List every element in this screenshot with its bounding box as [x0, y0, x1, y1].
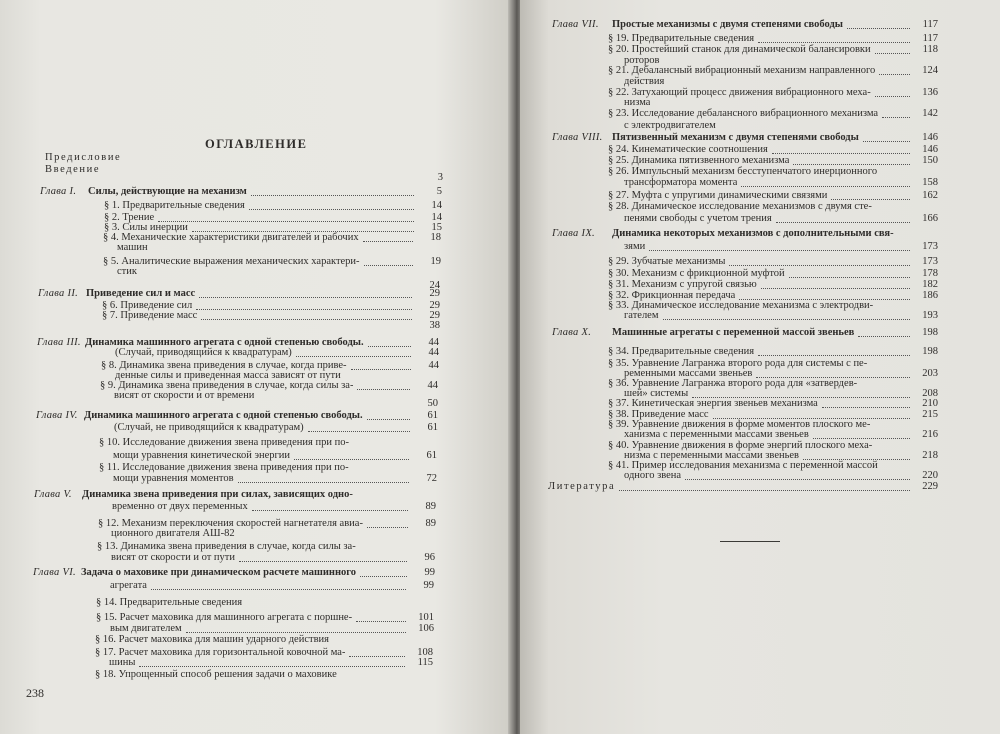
- toc-entry: [520, 256, 1000, 268]
- entry-text: § 35. Уравнение Лагранжа второго рода для системы с пе-: [608, 358, 868, 369]
- entry-text: зями: [624, 241, 646, 252]
- toc-entry: [0, 657, 512, 669]
- entry-text: гателем: [624, 310, 659, 321]
- entry-text: агрегата: [110, 580, 147, 591]
- chapter-title: Приведение сил и масс: [86, 288, 196, 299]
- entry-page-number: 61: [427, 422, 438, 433]
- leader-dots: [151, 578, 406, 590]
- entry-page-number: 38: [429, 320, 440, 331]
- toc-entry: [520, 213, 1000, 225]
- entry-page-number: 146: [922, 132, 938, 143]
- leader-dots: [882, 106, 910, 118]
- leader-dots: [186, 621, 406, 633]
- toc-entry: [0, 172, 512, 184]
- entry-text: § 23. Исследование дебалансного вибрационного механизма: [608, 108, 879, 119]
- entry-page-number: 5: [436, 186, 442, 197]
- leader-dots: [649, 239, 910, 251]
- entry-page-number: 99: [423, 580, 434, 591]
- leader-dots: [803, 448, 910, 460]
- toc-entry: [520, 19, 1000, 31]
- entry-page-number: 117: [922, 33, 938, 44]
- leader-dots: [758, 344, 910, 356]
- chapter-label: Глава II.: [38, 288, 79, 299]
- entry-page-number: 142: [922, 108, 938, 119]
- toc-entry: [520, 241, 1000, 253]
- entry-text: одного звена: [624, 470, 682, 481]
- entry-page-number: 118: [922, 44, 938, 55]
- leader-dots: [363, 230, 413, 242]
- entry-text: шины: [109, 657, 136, 668]
- chapter-title: Простые механизмы с двумя степенями свободы: [612, 19, 843, 30]
- chapter-title: Силы, действующие на механизм: [88, 186, 247, 197]
- entry-page-number: 210: [922, 398, 938, 409]
- entry-page-number: 173: [922, 241, 938, 252]
- leader-dots: [813, 427, 910, 439]
- toc-entry: [0, 186, 512, 198]
- leader-dots: [249, 198, 414, 210]
- entry-text: машин: [117, 242, 148, 253]
- entry-text: § 24. Кинематические соотношения: [608, 144, 768, 155]
- entry-text: § 25. Динамика пятизвенного механизма: [608, 155, 790, 166]
- leader-dots: [351, 358, 411, 370]
- entry-text: § 29. Зубчатые механизмы: [608, 256, 726, 267]
- leader-dots: [308, 420, 410, 432]
- entry-page-number: 193: [922, 310, 938, 321]
- entry-page-number: 96: [424, 552, 435, 563]
- entry-text: § 9. Динамика звена приведения в случае, когда силы за-: [100, 380, 354, 391]
- entry-page-number: 158: [922, 177, 938, 188]
- toc-entry: [520, 327, 1000, 339]
- entry-page-number: 124: [922, 65, 938, 76]
- entry-text: § 1. Предварительные сведения: [104, 200, 245, 211]
- toc-entry: [0, 266, 512, 278]
- leader-dots: [858, 325, 910, 337]
- entry-text: Введение: [45, 164, 101, 175]
- leader-dots: [756, 366, 910, 378]
- toc-title: ОГЛАВЛЕНИЕ: [205, 137, 308, 151]
- toc-entry: [0, 597, 512, 609]
- entry-text: ционного двигателя АШ-82: [111, 528, 235, 539]
- toc-entry: [520, 177, 1000, 189]
- entry-page-number: 19: [430, 256, 441, 267]
- entry-page-number: 89: [425, 501, 436, 512]
- chapter-title: Пятизвенный механизм с двумя степенями свободы: [612, 132, 859, 143]
- entry-page-number: 106: [418, 623, 434, 634]
- entry-text: § 39. Уравнение движения в форме моментов плоского ме-: [608, 419, 871, 430]
- entry-text: § 30. Механизм с фрикционной муфтой: [608, 268, 785, 279]
- page-number: 238: [26, 686, 44, 700]
- entry-page-number: 15: [431, 222, 442, 233]
- entry-text: действия: [624, 76, 665, 87]
- entry-text: § 33. Динамическое исследование механизма с электродви-: [608, 300, 874, 311]
- chapter-label: Глава I.: [40, 186, 77, 197]
- entry-text: низма: [624, 97, 651, 108]
- entry-text: § 15. Расчет маховика для машинного агрегата с поршне-: [96, 612, 353, 623]
- chapter-label: Глава VIII.: [552, 132, 603, 143]
- entry-page-number: 44: [428, 337, 439, 348]
- entry-text: § 21. Дебалансный вибрационный механизм направленного: [608, 65, 876, 76]
- chapter-title: Динамика машинного агрегата с одной степенью свободы.: [84, 410, 363, 421]
- entry-page-number: 203: [922, 368, 938, 379]
- entry-page-number: 215: [922, 409, 938, 420]
- entry-text: § 20. Простейший станок для динамической балансировки: [608, 44, 871, 55]
- entry-page-number: 162: [922, 190, 938, 201]
- entry-page-number: 101: [418, 612, 434, 623]
- toc-entry: [520, 481, 1000, 493]
- leader-dots: [879, 63, 910, 75]
- entry-page-number: 61: [427, 410, 438, 421]
- entry-page-number: 24: [429, 280, 440, 291]
- leader-dots: [238, 471, 409, 483]
- entry-page-number: 44: [427, 380, 438, 391]
- entry-text: вым двигателем: [110, 623, 182, 634]
- entry-text: § 2. Трение: [104, 212, 155, 223]
- leader-dots: [663, 308, 910, 320]
- entry-page-number: 14: [431, 212, 442, 223]
- leader-dots: [863, 130, 910, 142]
- entry-text: § 11. Исследование движения звена приведения при по-: [99, 462, 349, 473]
- chapter-title: Динамика некоторых механизмов с дополнительными свя-: [612, 228, 894, 239]
- entry-text: мощи уравнения кинетической энергии: [113, 450, 291, 461]
- entry-page-number: 99: [424, 567, 435, 578]
- chapter-label: Глава V.: [34, 489, 72, 500]
- entry-page-number: 216: [922, 429, 938, 440]
- toc-entry: [520, 346, 1000, 358]
- entry-text: § 31. Механизм с упругой связью: [608, 279, 757, 290]
- toc-entry: [0, 242, 512, 254]
- chapter-label: Глава IX.: [552, 228, 595, 239]
- toc-entry: [0, 580, 512, 592]
- entry-page-number: 178: [922, 268, 938, 279]
- leader-dots: [713, 407, 910, 419]
- entry-text: Предисловие: [45, 152, 122, 163]
- entry-text: § 32. Фрикционная передача: [608, 290, 736, 301]
- chapter-label: Глава VI.: [33, 567, 76, 578]
- leader-dots: [252, 499, 408, 511]
- entry-page-number: 108: [417, 647, 433, 658]
- leader-dots: [199, 286, 412, 298]
- leader-dots: [139, 655, 405, 667]
- chapter-label: Глава IV.: [36, 410, 78, 421]
- right-page: [520, 0, 1000, 734]
- leader-dots: [364, 254, 413, 266]
- entry-page-number: 3: [437, 172, 443, 183]
- entry-text: Литература: [548, 481, 616, 492]
- entry-text: трансформатора момента: [624, 177, 738, 188]
- end-rule: [720, 541, 780, 542]
- entry-text: ременными массами звеньев: [624, 368, 753, 379]
- entry-text: § 10. Исследование движения звена приведения при по-: [99, 437, 349, 448]
- entry-text: пенями свободы с учетом трения: [624, 213, 772, 224]
- leader-dots: [875, 85, 910, 97]
- entry-page-number: 50: [427, 398, 438, 409]
- entry-text: § 14. Предварительные сведения: [96, 597, 243, 608]
- chapter-title: Машинные агрегаты с переменной массой звеньев: [612, 327, 855, 338]
- entry-text: § 26. Импульсный механизм бесступенчатого инерционного: [608, 166, 878, 177]
- leader-dots: [739, 288, 910, 300]
- entry-page-number: 117: [922, 19, 938, 30]
- entry-page-number: 89: [425, 518, 436, 529]
- chapter-label: Глава VII.: [552, 19, 599, 30]
- entry-page-number: 44: [428, 347, 439, 358]
- entry-page-number: 173: [922, 256, 938, 267]
- entry-text: висят от скорости и от пути: [111, 552, 235, 563]
- entry-text: низма с переменными массами звеньев: [624, 450, 800, 461]
- entry-text: § 22. Затухающий процесс движения вибрационного меха-: [608, 87, 871, 98]
- entry-text: § 37. Кинетическая энергия звеньев механизма: [608, 398, 818, 409]
- leader-dots: [729, 254, 910, 266]
- entry-page-number: 198: [922, 327, 938, 338]
- entry-text: § 18. Упрощенный способ решения задачи о маховике: [95, 669, 337, 680]
- entry-text: (Случай, приводящийся к квадратурам): [115, 347, 292, 358]
- toc-entry: [0, 410, 512, 422]
- leader-dots: [367, 408, 410, 420]
- entry-text: § 27. Муфта с упругими динамическими связями: [608, 190, 828, 201]
- entry-text: § 6. Приведение сил: [102, 300, 193, 311]
- entry-text: ханизма с переменными массами звеньев: [624, 429, 809, 440]
- entry-page-number: 220: [922, 470, 938, 481]
- entry-page-number: 115: [417, 657, 433, 668]
- entry-text: § 34. Предварительные сведения: [608, 346, 755, 357]
- entry-text: § 40. Уравнение движения в форме энергий плоского меха-: [608, 440, 873, 451]
- toc-entry: [0, 437, 512, 449]
- entry-text: § 16. Расчет маховика для машин ударного действия: [95, 634, 329, 645]
- leader-dots: [201, 308, 412, 320]
- toc-entry: [0, 552, 512, 564]
- entry-text: § 36. Уравнение Лагранжа второго рода для «затвердев-: [608, 378, 858, 389]
- entry-page-number: 166: [922, 213, 938, 224]
- chapter-title: Задача о маховике при динамическом расчете машинного: [81, 567, 357, 578]
- entry-page-number: 29: [429, 288, 440, 299]
- entry-page-number: 182: [922, 279, 938, 290]
- leader-dots: [251, 184, 414, 196]
- entry-text: § 38. Приведение масс: [608, 409, 709, 420]
- entry-text: § 3. Силы инерции: [104, 222, 188, 233]
- leader-dots: [831, 188, 910, 200]
- entry-page-number: 198: [922, 346, 938, 357]
- toc-entry: [0, 398, 512, 410]
- entry-text: § 19. Предварительные сведения: [608, 33, 755, 44]
- entry-text: роторов: [624, 55, 660, 66]
- leader-dots: [776, 211, 910, 223]
- entry-text: висят от скорости и от времени: [114, 390, 255, 401]
- toc-entry: [0, 320, 512, 332]
- toc-entry: [0, 473, 512, 485]
- entry-text: денные силы и приведенная масса зависят от пути: [115, 370, 341, 381]
- leader-dots: [296, 345, 411, 357]
- entry-text: мощи уравнения моментов: [113, 473, 234, 484]
- leader-dots: [793, 153, 910, 165]
- chapter-title: Динамика машинного агрегата с одной степенью свободы.: [85, 337, 364, 348]
- entry-page-number: 208: [922, 388, 938, 399]
- entry-text: § 41. Пример исследования механизма с переменной массой: [608, 460, 878, 471]
- entry-text: § 4. Механические характеристики двигателей и рабочих: [103, 232, 359, 243]
- leader-dots: [357, 378, 410, 390]
- entry-page-number: 146: [922, 144, 938, 155]
- toc-entry: [0, 450, 512, 462]
- leader-dots: [367, 516, 408, 528]
- entry-page-number: 218: [922, 450, 938, 461]
- entry-page-number: 150: [922, 155, 938, 166]
- entry-page-number: 186: [922, 290, 938, 301]
- entry-text: § 17. Расчет маховика для горизонтальной ковочной ма-: [95, 647, 346, 658]
- entry-text: § 28. Динамическое исследование механизмов с двумя сте-: [608, 201, 872, 212]
- entry-text: (Случай, не приводящийся к квадратурам): [114, 422, 304, 433]
- entry-page-number: 29: [429, 300, 440, 311]
- toc-entry: [520, 120, 1000, 132]
- toc-entry: [0, 528, 512, 540]
- toc-entry: [0, 152, 512, 164]
- entry-page-number: 72: [426, 473, 437, 484]
- entry-page-number: 61: [426, 450, 437, 461]
- entry-page-number: 136: [922, 87, 938, 98]
- leader-dots: [741, 175, 910, 187]
- entry-text: § 7. Приведение масс: [102, 310, 198, 321]
- entry-page-number: 29: [429, 310, 440, 321]
- chapter-title: Динамика звена приведения при силах, зависящих одно-: [82, 489, 353, 500]
- entry-text: стик: [117, 266, 137, 277]
- leader-dots: [875, 42, 910, 54]
- toc-entry: [520, 201, 1000, 213]
- entry-page-number: 18: [430, 232, 441, 243]
- entry-page-number: 44: [428, 360, 439, 371]
- toc-entry: [0, 422, 512, 434]
- toc-entry: [0, 501, 512, 513]
- toc-entry: [520, 108, 1000, 120]
- entry-text: временно от двух переменных: [112, 501, 248, 512]
- chapter-label: Глава X.: [552, 327, 592, 338]
- toc-entry: [0, 347, 512, 359]
- entry-page-number: 229: [922, 481, 938, 492]
- chapter-label: Глава III.: [37, 337, 81, 348]
- toc-entry: [0, 634, 512, 646]
- leader-dots: [360, 565, 407, 577]
- entry-text: § 13. Динамика звена приведения в случае, когда силы за-: [97, 541, 356, 552]
- entry-text: § 5. Аналитические выражения механических характери-: [103, 256, 360, 267]
- entry-text: шей» системы: [624, 388, 689, 399]
- toc-entry: [520, 310, 1000, 322]
- entry-page-number: 14: [431, 200, 442, 211]
- toc-entry: [0, 669, 512, 681]
- entry-text: § 8. Динамика звена приведения в случае, когда приве-: [101, 360, 347, 371]
- entry-text: § 12. Механизм переключения скоростей нагнетателя авиа-: [98, 518, 363, 529]
- leader-dots: [294, 448, 409, 460]
- leader-dots: [239, 550, 407, 562]
- entry-text: с электродвигателем: [624, 120, 716, 131]
- leader-dots: [619, 479, 910, 491]
- toc-entry: [520, 132, 1000, 144]
- leader-dots: [847, 17, 910, 29]
